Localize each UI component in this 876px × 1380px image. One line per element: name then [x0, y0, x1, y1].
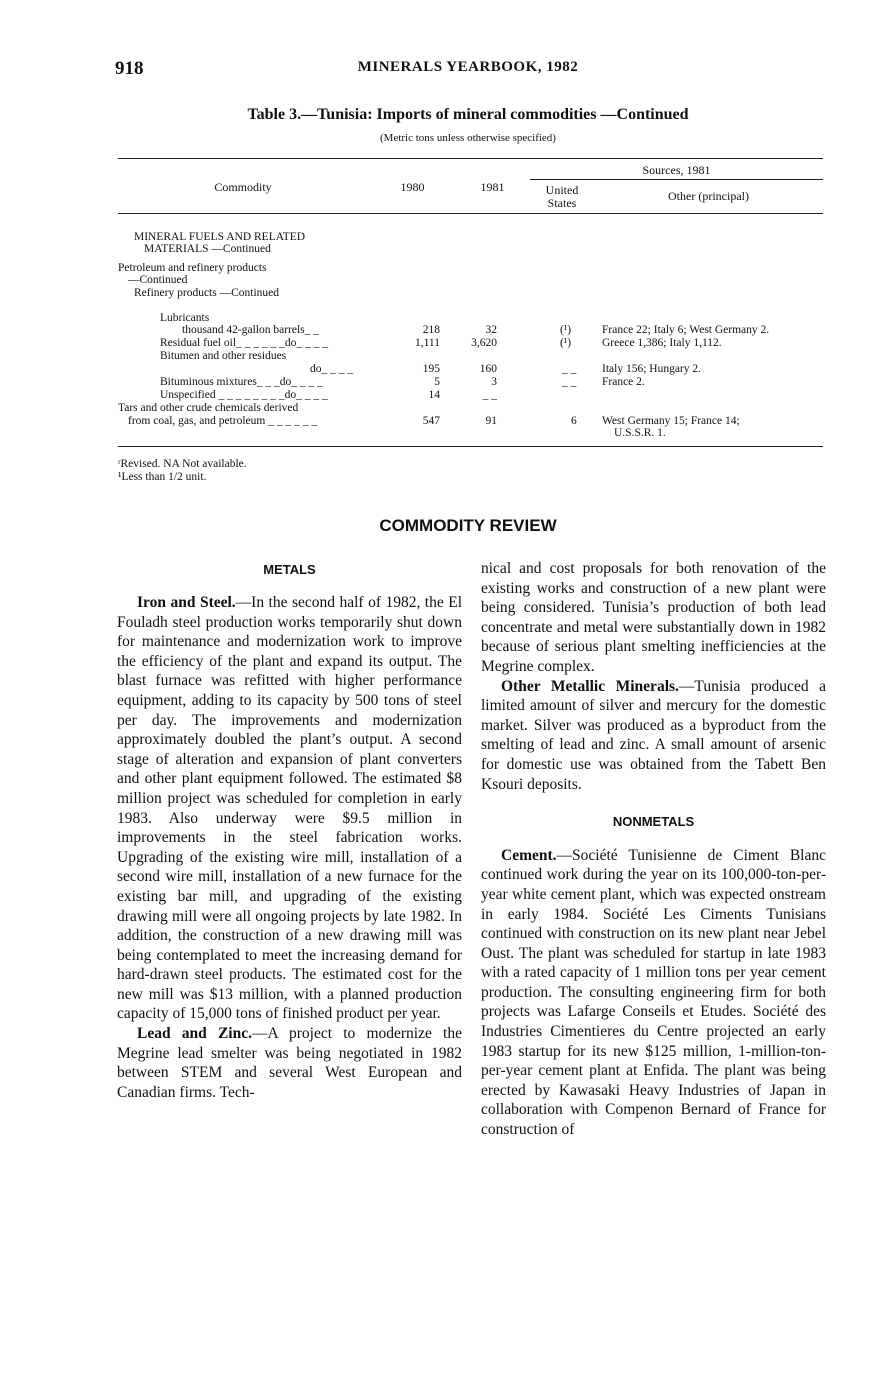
iron-steel-paragraph	[117, 593, 462, 1024]
cell-us: (¹)	[560, 324, 572, 336]
section-mineral-fuels-2: MATERIALS —Continued	[144, 243, 271, 255]
row-label: Unspecified _ _ _ _ _ _ _ _do_ _ _ _	[160, 389, 328, 401]
right-column	[481, 559, 826, 1140]
section-lubricants: Lubricants	[160, 312, 210, 324]
row-label: do_ _ _ _	[310, 363, 354, 375]
cell-1980: 5	[434, 376, 440, 388]
section-petroleum-1: Petroleum and refinery products	[118, 262, 267, 274]
cell-us: (¹)	[560, 337, 572, 349]
section-refinery: Refinery products —Continued	[134, 287, 280, 299]
footnote-less-than: ¹Less than 1/2 unit.	[118, 471, 207, 483]
other-metallic-heading: Other Metallic Minerals.	[501, 677, 679, 695]
cell-other: France 2.	[602, 376, 645, 388]
cell-1981: _ _	[482, 389, 497, 401]
cell-1980: 195	[422, 363, 440, 375]
lead-zinc-body: —A project to modernize the Megrine lead smelter was being negotiated in 1982 between STEM and several West European and Canadian firms. Tech-	[117, 1025, 462, 1101]
cell-1981: 91	[485, 415, 497, 427]
cell-other: Italy 156; Hungary 2.	[602, 363, 702, 375]
cell-1980: 547	[422, 415, 440, 427]
col-header-1980: 1980	[400, 180, 425, 194]
cell-other: West Germany 15; France 14;	[602, 415, 740, 427]
lead-zinc-paragraph	[117, 1024, 462, 1102]
row-label: Bituminous mixtures_ _ _do_ _ _ _	[160, 376, 323, 388]
footnote-revised: ʳRevised. NA Not available.	[118, 458, 247, 470]
row-label: thousand 42-gallon barrels_ _	[182, 324, 320, 336]
sources-rule	[530, 179, 823, 180]
col-header-us	[530, 184, 594, 210]
cell-other: France 22; Italy 6; West Germany 2.	[602, 324, 770, 336]
header-bottom-rule	[118, 213, 823, 214]
cell-1981: 3	[491, 376, 497, 388]
iron-steel-heading: Iron and Steel.	[137, 594, 236, 611]
iron-steel-body: —In the second half of 1982, the El Fouladh steel production works temporarily shut down for maintenance and modernization work to improve the efficiency of the plant and expand its output. The blast furnace was refitted with higher performance equipment, adding to its capacity by 500 tons of steel per day. The improvements and modernization approximately doubled the plant’s output. A second stage of alteration and expansion of plant converters and other plant equipment followed. The estimated $8 million project was scheduled for completion in early 1983. Also underway were $9.5 million in improvements in the steel fabrication works. Upgrading of the existing wire mill, installation of a second wire mill, installation of a new furnace for the existing bar mill, and upgrading of the existing drawing mill were all ongoing projects by late 1982. In addition, the construction of a new drawing mill was being contemplated to meet the increasing demand for hard-drawn steel products. The estimated cost for the new mill was $13 million, with a planned production capacity of 15,000 tons of finished product per year.	[117, 594, 462, 1023]
cell-1980: 14	[428, 389, 440, 401]
running-title: MINERALS YEARBOOK, 1982	[357, 59, 579, 75]
cell-1981: 3,620	[471, 337, 497, 349]
lead-zinc-heading: Lead and Zinc.	[137, 1025, 252, 1043]
section-mineral-fuels-1: MINERAL FUELS AND RELATED	[134, 231, 306, 243]
col-header-sources: Sources, 1981	[642, 163, 711, 177]
section-petroleum-2: —Continued	[128, 274, 188, 286]
col-header-1981: 1981	[480, 180, 505, 194]
cement-heading: Cement.	[501, 846, 557, 864]
metals-heading: METALS	[263, 562, 316, 577]
cell-1981: 32	[485, 324, 497, 336]
nonmetals-heading: NONMETALS	[612, 814, 695, 830]
cell-1980: 1,111	[414, 337, 440, 349]
row-label: Residual fuel oil_ _ _ _ _ _do_ _ _ _	[160, 337, 329, 349]
lead-zinc-continued: nical and cost proposals for both renovation of the existing works and construction of a new plant were being considered. Tunisia’s production of both lead concentrate and metal were substantially down in 1982 because of serious plant smelting inefficiencies at the Megrine complex.	[481, 560, 826, 675]
cell-other-continued: U.S.S.R. 1.	[614, 427, 666, 439]
commodity-review-heading: COMMODITY REVIEW	[379, 516, 557, 535]
col-header-other: Other (principal)	[668, 189, 749, 203]
cell-1981: 160	[479, 363, 497, 375]
table-top-rule	[118, 158, 823, 159]
row-label: from coal, gas, and petroleum _ _ _ _ _ _	[128, 415, 318, 427]
cell-us: 6	[571, 415, 577, 427]
cell-us: _ _	[562, 376, 577, 388]
col-header-us-line1: United	[545, 183, 579, 197]
cement-body: —Société Tunisienne de Ciment Blanc continued work during the year on its 100,000-ton-per-year white cement plant, which was expected onstream in early 1984. Société Les Ciments Tunisians continued with construction on its new plant near Jebel Oust. The plant was scheduled for startup in late 1983 with a rated capacity of 1 million tons per year cement production. The consulting engineering firm for both projects was Lafarge Conseils et Etudes. Société des Industries Cimentieres du Centre projected an early 1983 startup for its new $125 million, 1-million-ton-per-year cement plant at Enfida. The plant was being erected by Kawasaki Heavy Industries of Japan in collaboration with Compenon Bernard of France for construction of	[481, 846, 826, 1139]
cell-other: Greece 1,386; Italy 1,112.	[602, 337, 722, 349]
left-column	[117, 593, 462, 1102]
section-bitumen: Bitumen and other residues	[160, 350, 287, 362]
table-subtitle: (Metric tons unless otherwise specified)	[380, 132, 556, 144]
cell-us: _ _	[562, 363, 577, 375]
other-metallic-body: —Tunisia produced a limited amount of silver and mercury for the domestic market. Silver was produced as a byproduct from the smelting of lead and zinc. A small amount of arsenic for domestic use was obtained from the Tabett Ben Ksouri deposits.	[481, 677, 826, 793]
cell-1980: 218	[422, 324, 440, 336]
other-metallic-paragraph	[481, 677, 826, 795]
cement-paragraph	[481, 846, 826, 1140]
table-title: Table 3.—Tunisia: Imports of mineral commodities —Continued	[247, 106, 689, 123]
section-tars: Tars and other crude chemicals derived	[118, 402, 299, 414]
col-header-commodity: Commodity	[214, 180, 272, 194]
col-header-us-line2: States	[547, 196, 577, 210]
table-bottom-rule	[118, 446, 823, 447]
page-number: 918	[115, 58, 144, 79]
